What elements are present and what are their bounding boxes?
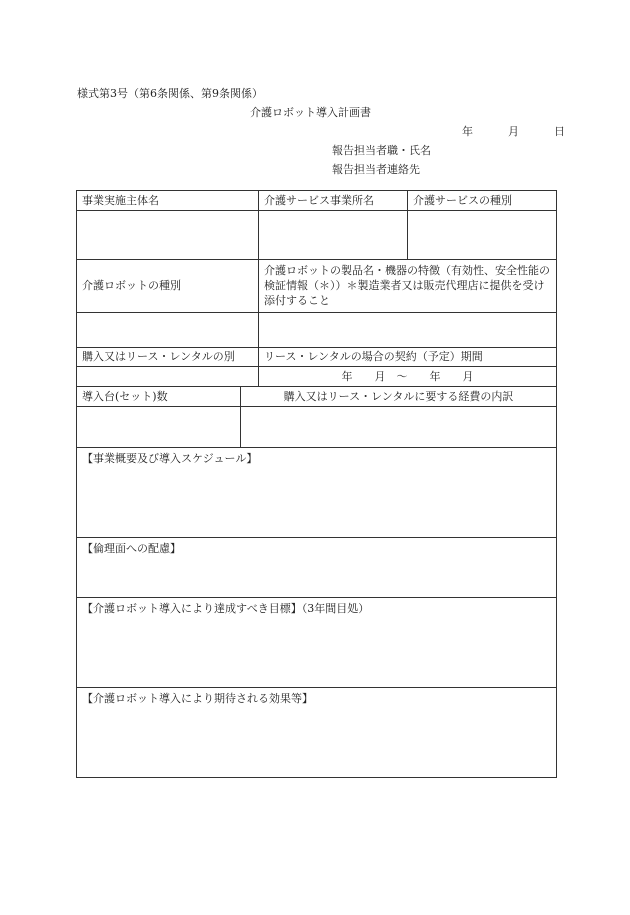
purchase-or-lease-label: 購入又はリース・レンタルの別 [76,347,259,367]
unit-count-label: 導入台(セット)数 [76,386,241,407]
date-month: 月 [508,125,519,138]
overview-schedule-section[interactable]: 【事業概要及び導入スケジュール】 [76,447,557,538]
goals-section[interactable]: 【介護ロボット導入により達成すべき目標】（3年間目処） [76,597,557,688]
lease-period-label: リース・レンタルの場合の契約（予定）期間 [258,347,557,367]
reporter-contact-label: 報告担当者連絡先 [332,163,420,176]
robot-product-info-label: 介護ロボットの製品名・機器の特徴（有効性、安全性能の検証情報（＊））＊製造業者又は販売代理店に提供を受け添付すること [258,259,557,313]
service-type-field[interactable] [407,210,557,260]
purchase-or-lease-field[interactable] [76,366,259,387]
cost-breakdown-label: 購入又はリース・レンタルに要する経費の内訳 [240,386,557,407]
service-office-name-label: 介護サービス事業所名 [258,190,408,211]
entity-name-field[interactable] [76,210,259,260]
document-title: 介護ロボット導入計画書 [250,106,371,119]
unit-count-field[interactable] [76,406,241,448]
robot-type-label: 介護ロボットの種別 [76,259,259,313]
reporter-name-label: 報告担当者職・氏名 [332,144,431,157]
robot-product-info-field[interactable] [258,312,557,348]
expected-effects-section[interactable]: 【介護ロボット導入により期待される効果等】 [76,687,557,778]
robot-type-field[interactable] [76,312,259,348]
lease-period-field[interactable]: 年 月 ～ 年 月 [258,366,557,387]
form-code: 様式第3号（第6条関係、第9条関係） [77,87,263,100]
date-day: 日 [554,125,565,138]
cost-breakdown-field[interactable] [240,406,557,448]
date-line [462,123,565,139]
service-type-label: 介護サービスの種別 [407,190,557,211]
entity-name-label: 事業実施主体名 [76,190,259,211]
service-office-name-field[interactable] [258,210,408,260]
date-year: 年 [462,125,473,138]
ethics-section[interactable]: 【倫理面への配慮】 [76,537,557,598]
